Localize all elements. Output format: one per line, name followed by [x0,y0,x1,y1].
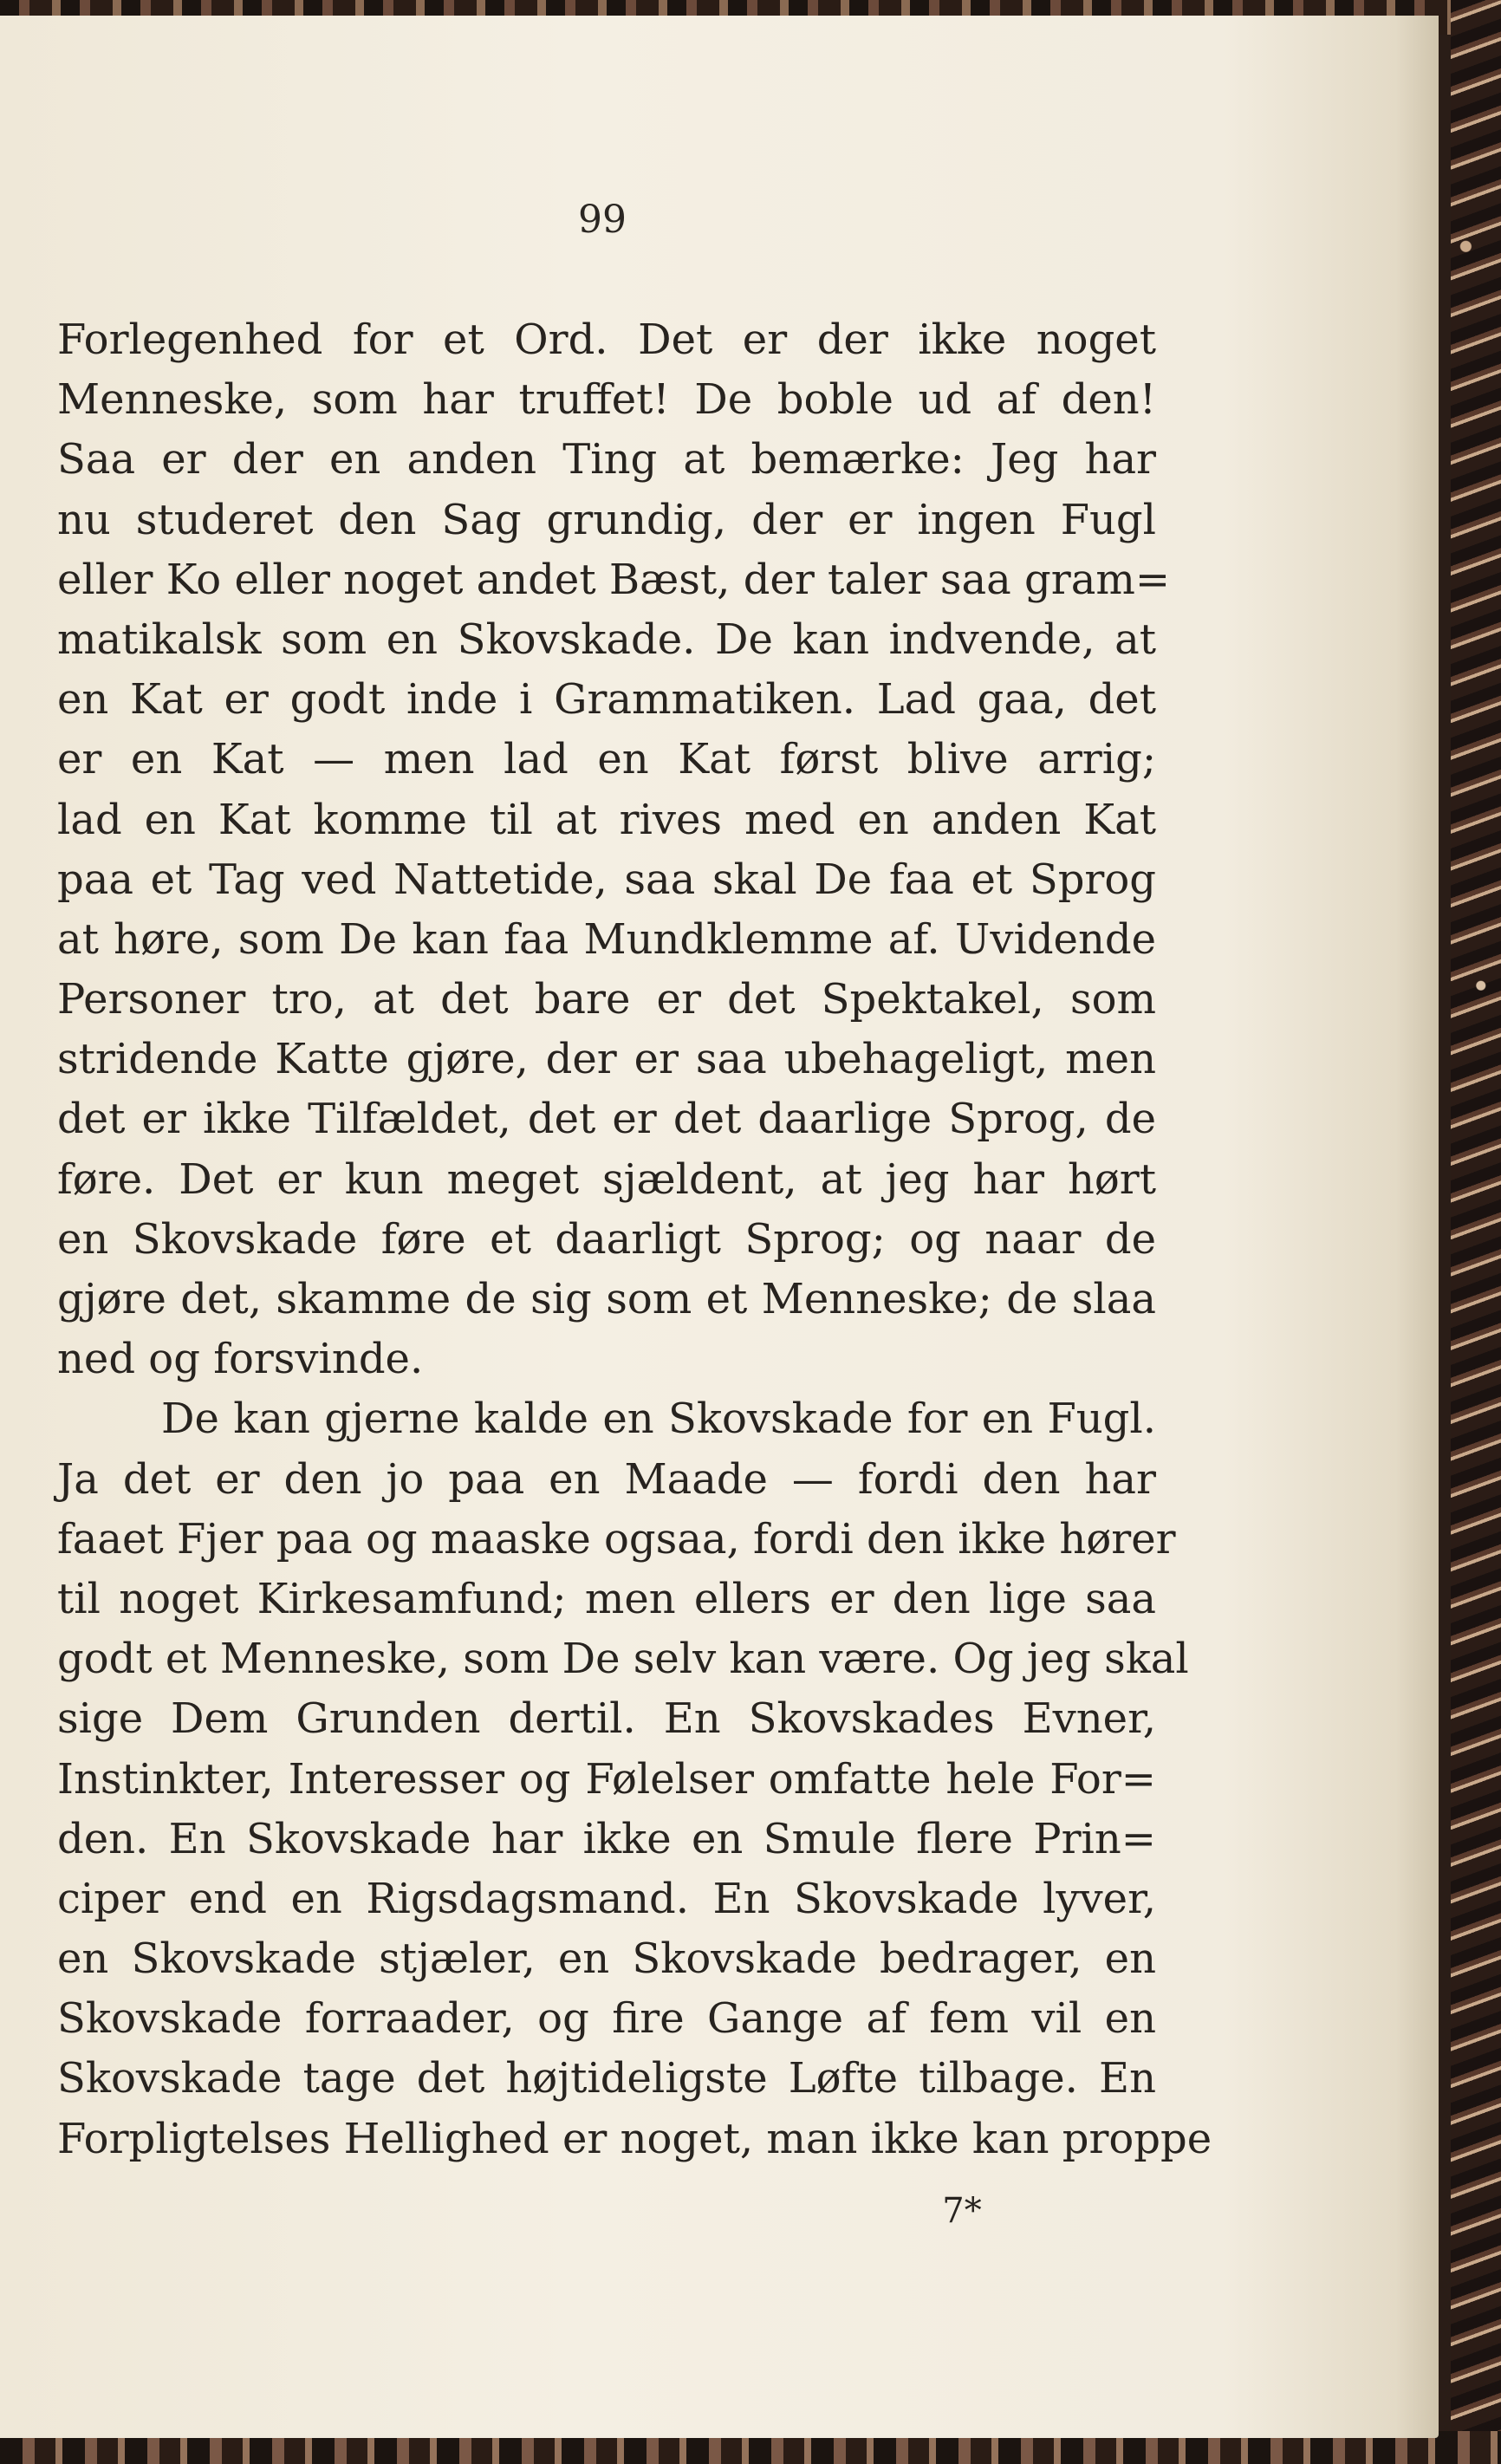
text-line: at høre, som De kan faa Mundklemme af. Uvidende [57,914,1156,964]
text-line: sige Dem Grunden dertil. En Skovskades Evner, [57,1694,1156,1744]
text-line: føre. Det er kun meget sjældent, at jeg har hørt [57,1154,1156,1204]
text-line: Skovskade tage det højtideligste Løfte tilbage. En [57,2054,1156,2103]
text-line: Instinkter, Interesser og Følelser omfatte hele For= [57,1754,1156,1804]
paragraph-start-line: De kan gjerne kalde en Skovskade for en Fugl. [161,1395,1156,1444]
text-line: eller Ko eller noget andet Bæst, der taler saa gram= [57,555,1171,604]
text-line: er en Kat — men lad en Kat først blive arrig; [57,735,1156,784]
text-line: ned og forsvinde. [57,1335,424,1384]
text-line: Menneske, som har truffet! De boble ud af den! [57,375,1156,425]
text-line: godt et Menneske, som De selv kan være. Og jeg skal [57,1635,1189,1684]
text-line: det er ikke Tilfældet, det er det daarlige Sprog, de [57,1095,1156,1144]
text-line: den. En Skovskade har ikke en Smule flere Prin= [57,1814,1156,1863]
text-line: en Skovskade føre et daarligt Sprog; og naar de [57,1214,1156,1264]
text-line: nu studeret den Sag grundig, der er ingen Fugl [57,495,1156,544]
book-page [0,16,1439,2438]
body-text [57,310,1212,2169]
text-line: stridende Katte gjøre, der er saa ubehageligt, men [57,1035,1156,1084]
text-line: Forpligtelses Hellighed er noget, man ikke kan proppe [57,2114,1212,2163]
text-line: ciper end en Rigsdagsmand. En Skovskade lyver, [57,1874,1156,1923]
text-line: Personer tro, at det bare er det Spektakel, som [57,975,1156,1024]
text-line: lad en Kat komme til at rives med en anden Kat [57,795,1156,844]
text-line: paa et Tag ved Nattetide, saa skal De faa et Sprog [57,855,1156,904]
text-line: Skovskade forraader, og fire Gange af fem vil en [57,1994,1156,2044]
text-line: en Skovskade stjæler, en Skovskade bedrager, en [57,1934,1156,1984]
page-number: 99 [578,198,627,242]
text-line: matikalsk som en Skovskade. De kan indvende, at [57,614,1156,664]
text-line: til noget Kirkesamfund; men ellers er den lige saa [57,1574,1156,1623]
text-line: Ja det er den jo paa en Maade — fordi den har [57,1454,1156,1504]
text-line: Saa er der en anden Ting at bemærke: Jeg har [57,435,1156,484]
text-line: faaet Fjer paa og maaske ogsaa, fordi den ikke hører [57,1514,1176,1564]
signature-mark: 7* [942,2191,982,2231]
text-line: gjøre det, skamme de sig som et Menneske; de slaa [57,1275,1156,1323]
text-line: en Kat er godt inde i Grammatiken. Lad gaa, det [57,675,1156,725]
marbled-endpaper [1451,0,1501,2464]
text-line: Forlegenhed for et Ord. Det er der ikke noget [57,315,1156,364]
